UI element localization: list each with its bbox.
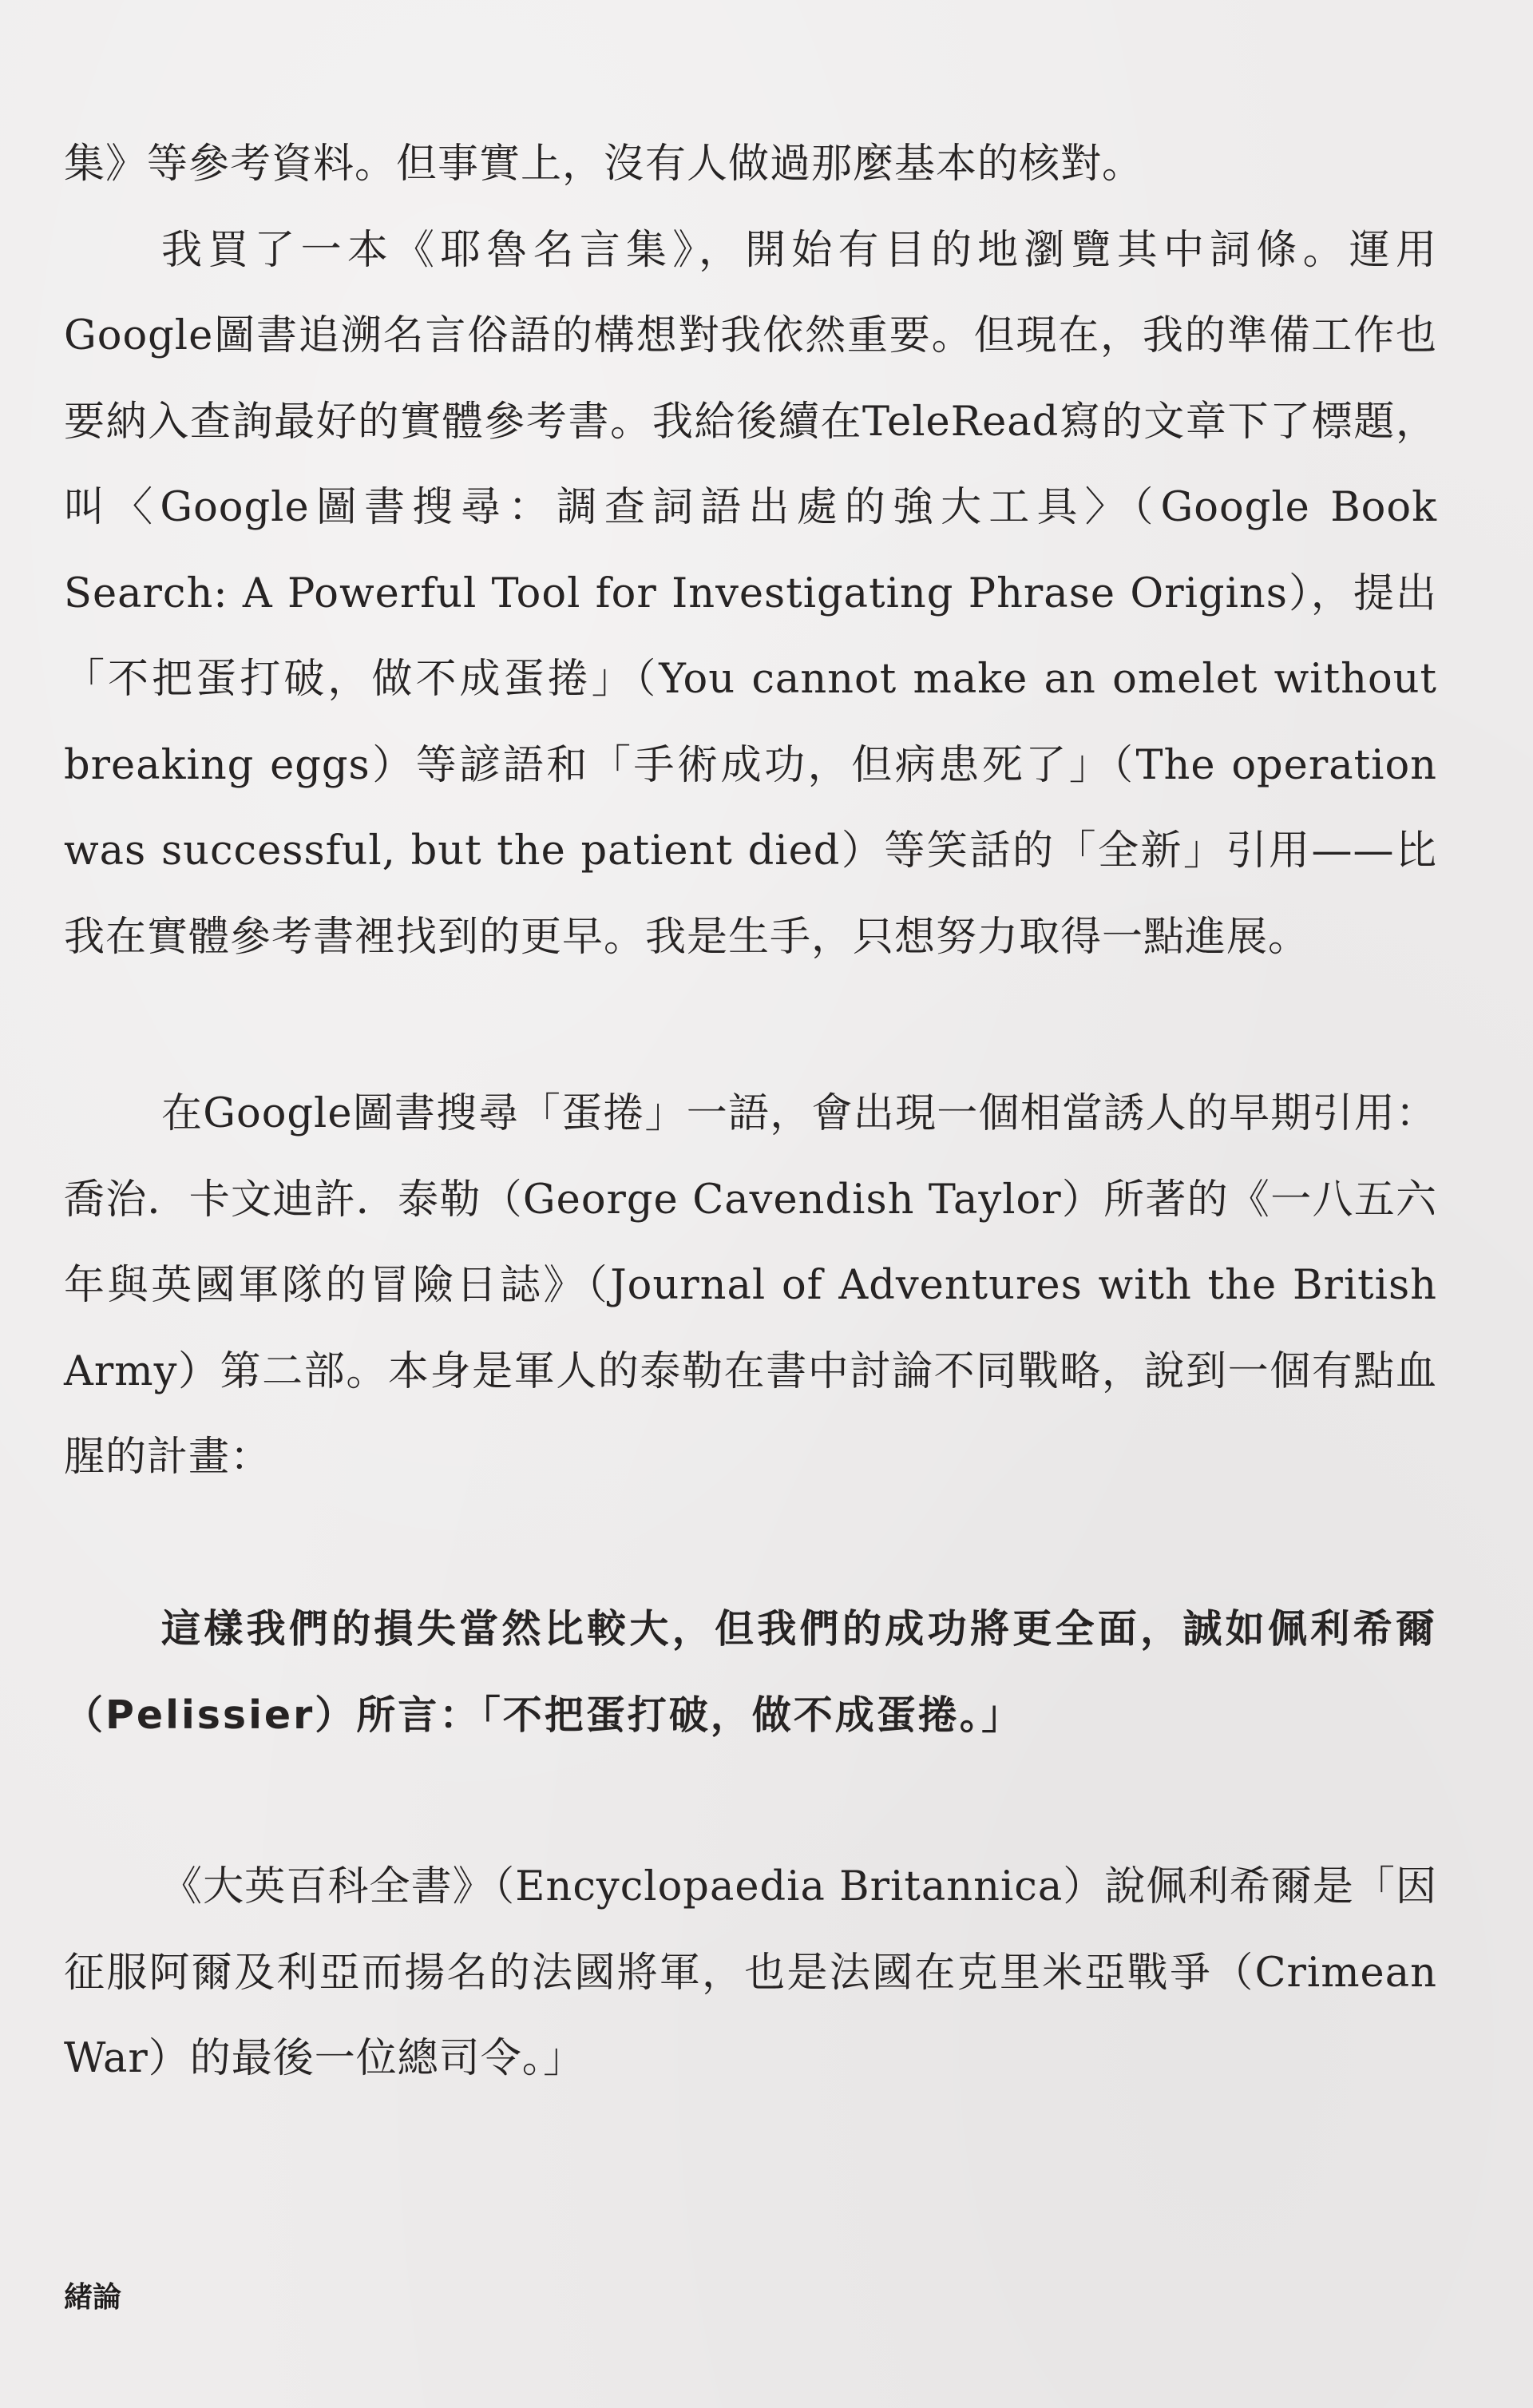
quote-taylor: 這樣我們的損失當然比較大，但我們的成功將更全面，誠如佩利希爾（Pelissier）所言：「不把蛋打破，做不成蛋捲。」	[64, 1606, 1437, 1738]
running-footer: 緒論	[64, 2281, 122, 2314]
paragraph-block-1	[64, 121, 1437, 980]
paragraph-omelet-search: 在Google圖書搜尋「蛋捲」一語，會出現一個相當誘人的早期引用：喬治．卡文迪許．泰勒（George Cavendish Taylor）所著的《一八五六年與英國軍隊的冒險日誌》（Journal of Adventures with the British Army）第二部。本身是軍人的泰勒在書中討論不同戰略，說到一個有點血腥的計畫：	[64, 1090, 1437, 1481]
paragraph-block-3	[64, 1844, 1437, 2102]
paragraph-britannica: 《大英百科全書》（Encyclopaedia Britannica）說佩利希爾是「因征服阿爾及利亞而揚名的法國將軍，也是法國在克里米亞戰爭（Crimean War）的最後一位總司令。」	[64, 1863, 1437, 2082]
block-quote	[64, 1586, 1437, 1758]
paragraph-continuation: 集》等參考資料。但事實上，沒有人做過那麼基本的核對。	[64, 141, 1144, 188]
paragraph-yale-quotations: 我買了一本《耶魯名言集》，開始有目的地瀏覽其中詞條。運用Google圖書追溯名言俗語的構想對我依然重要。但現在，我的準備工作也要納入查詢最好的實體參考書。我給後續在TeleRead寫的文章下了標題，叫〈Google圖書搜尋：調查詞語出處的強大工具〉（Google Book Search: A Powerful Tool for Investigating Phrase Origins），提出「不把蛋打破，做不成蛋捲」（You cannot make an omelet without breaking eggs）等諺語和「手術成功，但病患死了」（The operation was successful, but the patient died）等笑話的「全新」引用——比我在實體參考書裡找到的更早。我是生手，只想努力取得一點進展。	[64, 226, 1437, 961]
paragraph-block-2	[64, 1071, 1437, 1501]
